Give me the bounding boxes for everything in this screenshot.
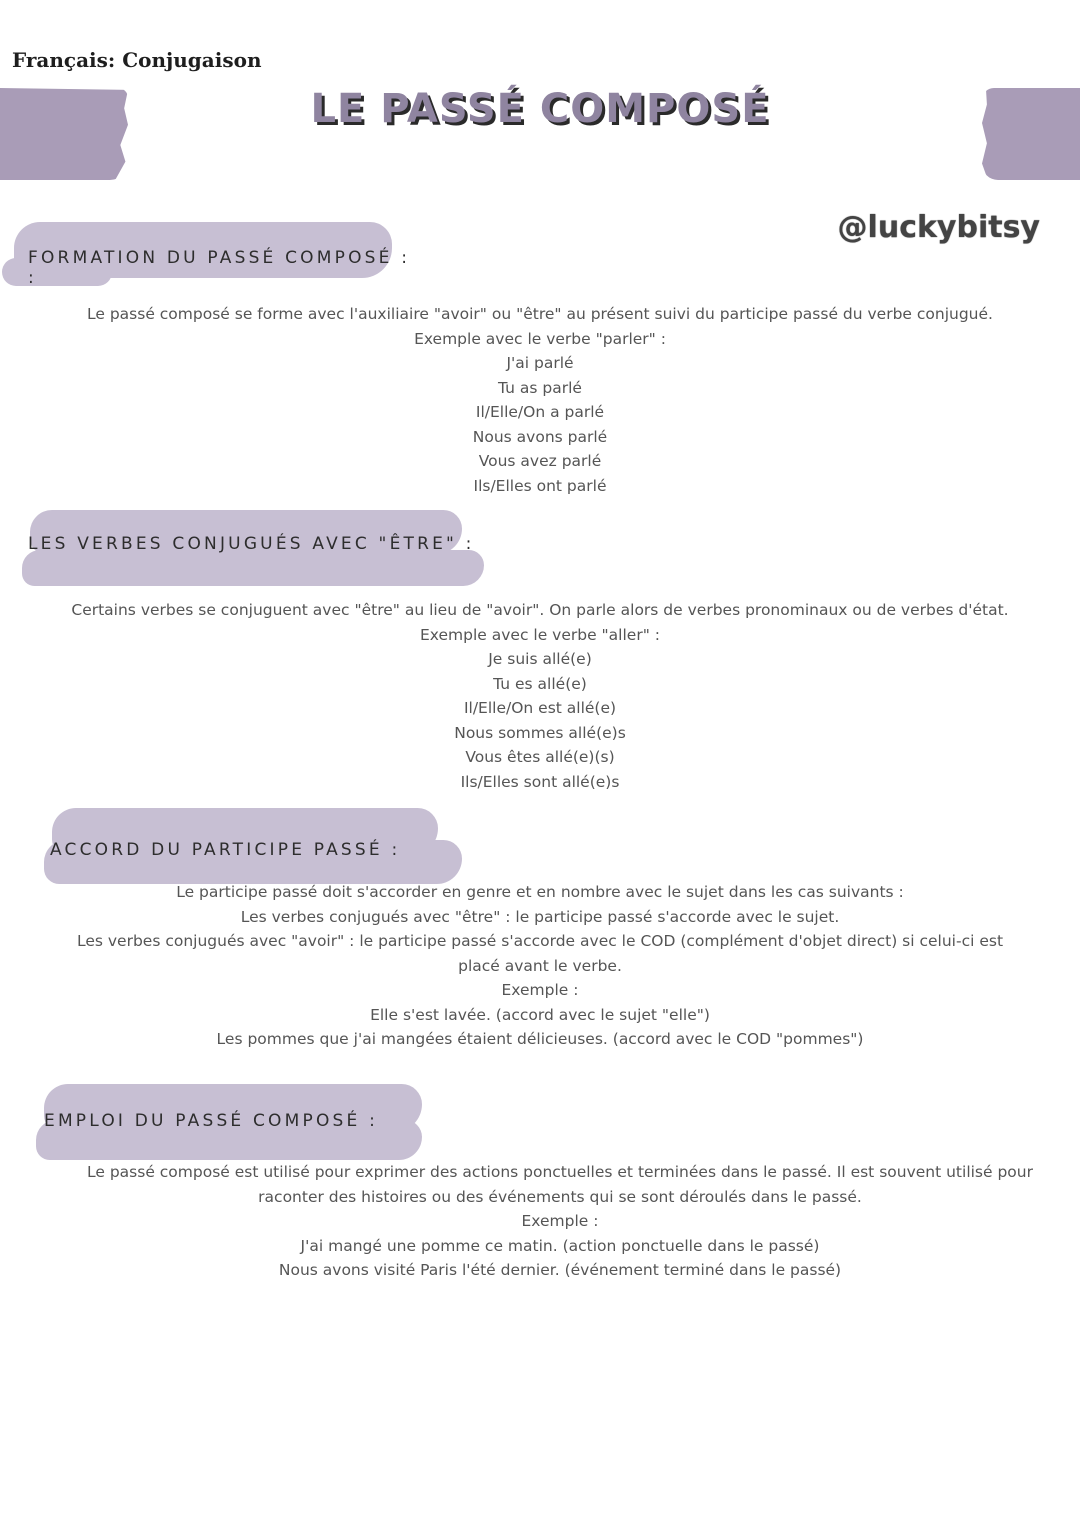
text-line: Tu es allé(e) (493, 674, 587, 693)
text-line: Vous avez parlé (478, 452, 602, 470)
section-4-heading: EMPLOI DU PASSÉ COMPOSÉ : (44, 1111, 378, 1131)
section-3-heading: ACCORD DU PARTICIPE PASSÉ : (50, 840, 401, 860)
text-line: Ils/Elles ont parlé (473, 476, 607, 495)
text-line: placé avant le verbe. (458, 956, 622, 975)
text-line: Les verbes conjugués avec "avoir" : le participe passé s'accorde avec le COD (complément d'objet direct) si celui-ci est (76, 932, 1004, 950)
page-title: LE PASSÉ COMPOSÉ (310, 86, 770, 132)
section-1-body (40, 302, 1040, 498)
section-4-body (60, 1160, 1060, 1283)
text-line: Les verbes conjugués avec "être" : le participe passé s'accorde avec le sujet. (240, 907, 840, 926)
text-line: Il/Elle/On est allé(e) (463, 699, 617, 717)
text-line: Les pommes que j'ai mangées étaient délicieuses. (accord avec le COD "pommes") (216, 1030, 864, 1048)
text-line: Je suis allé(e) (488, 650, 592, 668)
text-line: Elle s'est lavée. (accord avec le sujet "elle") (370, 1005, 710, 1024)
text-line: Certains verbes se conjuguent avec "être" au lieu de "avoir". On parle alors de verbes pronominaux ou de verbes d'état. (71, 601, 1009, 619)
section-1-heading: FORMATION DU PASSÉ COMPOSÉ : (28, 248, 411, 268)
text-line: Exemple : (501, 981, 579, 999)
text-line: Exemple avec le verbe "parler" : (414, 329, 666, 348)
text-line: Exemple : (521, 1212, 599, 1230)
text-line: J'ai parlé (506, 354, 574, 372)
text-line: Nous sommes allé(e)s (454, 723, 626, 742)
section-2-highlight-bottom (22, 550, 484, 586)
text-line: Il/Elle/On a parlé (475, 403, 605, 421)
section-2-body (40, 598, 1040, 794)
text-line: Exemple avec le verbe "aller" : (420, 625, 660, 644)
section-1-heading-colon: : (28, 268, 37, 288)
subject-label: Français: Conjugaison (12, 48, 262, 72)
text-line: Nous avons parlé (472, 427, 608, 446)
section-2-heading: LES VERBES CONJUGUÉS AVEC "ÊTRE" : (28, 534, 475, 554)
text-line: J'ai mangé une pomme ce matin. (action ponctuelle dans le passé) (300, 1236, 820, 1255)
text-line: Ils/Elles sont allé(e)s (460, 772, 620, 791)
text-line: Le participe passé doit s'accorder en genre et en nombre avec le sujet dans les cas suivants : (176, 883, 904, 901)
text-line: Vous êtes allé(e)(s) (465, 748, 615, 766)
text-line: Le passé composé est utilisé pour exprimer des actions ponctuelles et terminées dans le passé. Il est souvent utilisé pour (87, 1163, 1033, 1181)
text-line: raconter des histoires ou des événements qui se sont déroulés dans le passé. (258, 1187, 862, 1206)
text-line: Le passé composé se forme avec l'auxiliaire "avoir" ou "être" au présent suivi du participe passé du verbe conjugué. (87, 305, 993, 323)
section-3-body (40, 880, 1040, 1052)
author-handle: @luckybitsy (837, 210, 1040, 245)
text-line: Nous avons visité Paris l'été dernier. (événement terminé dans le passé) (278, 1261, 842, 1279)
text-line: Tu as parlé (498, 378, 582, 397)
